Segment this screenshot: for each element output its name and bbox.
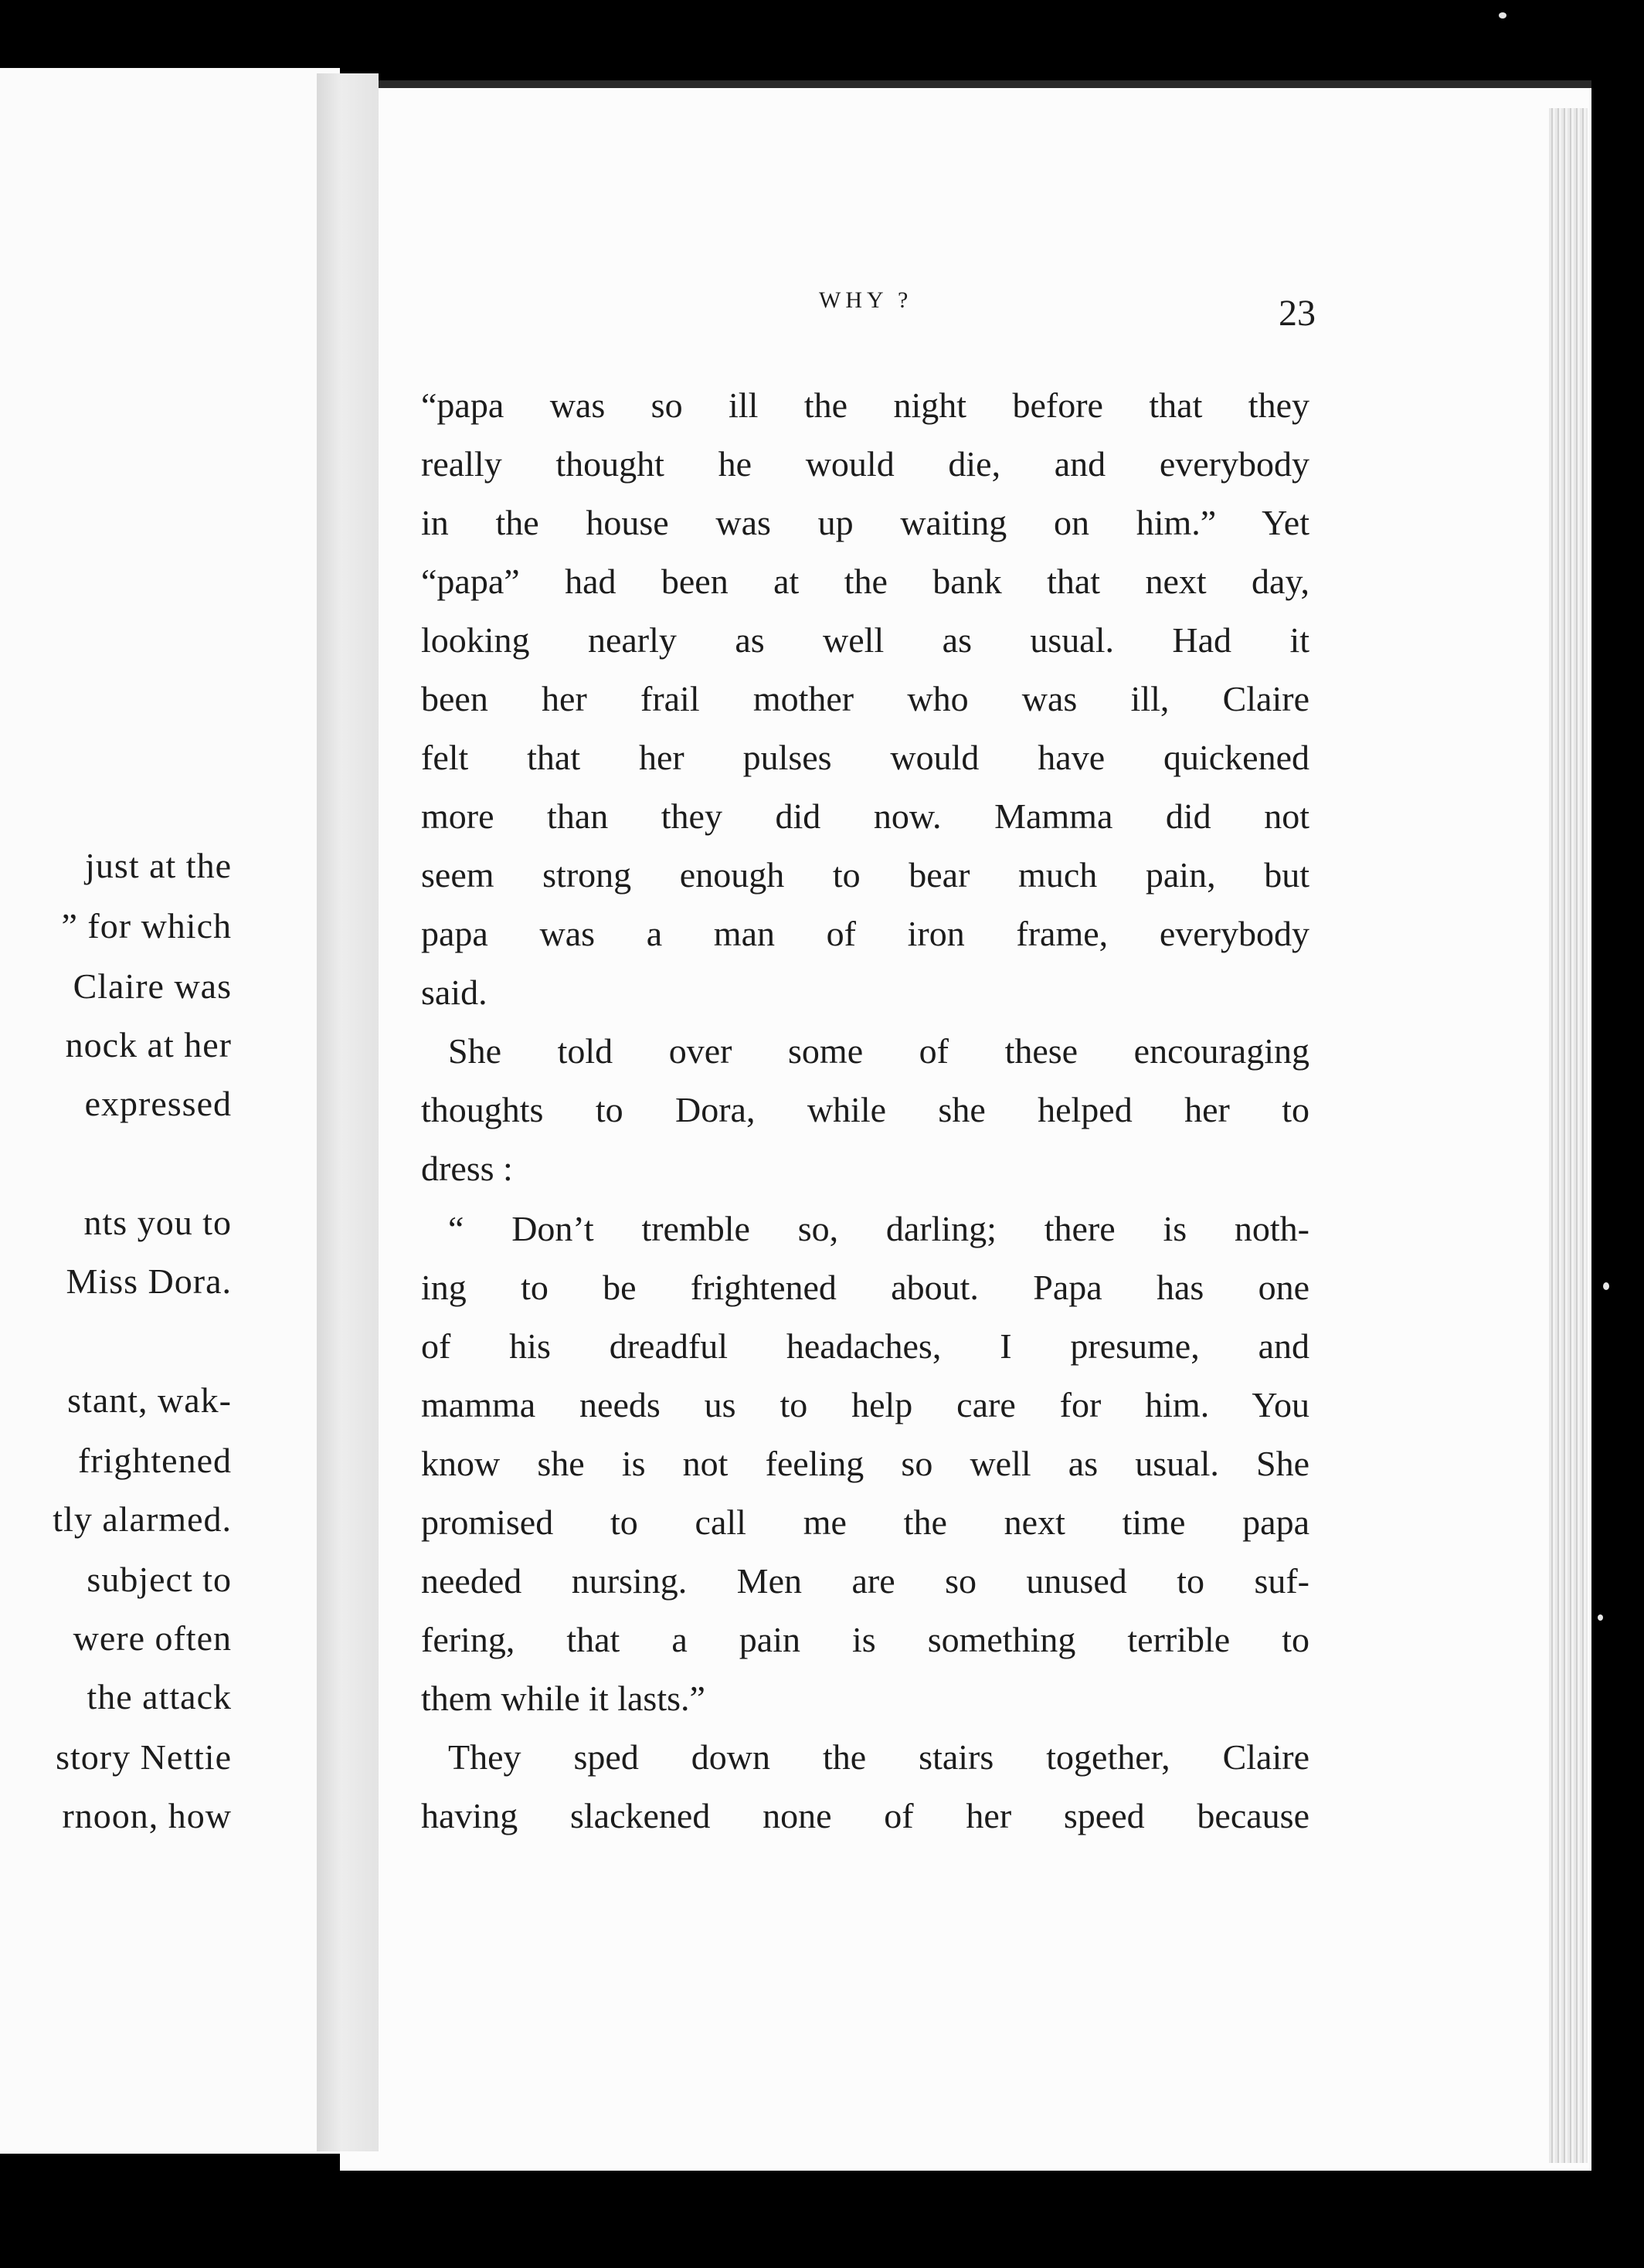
text-line: of his dreadful headaches, I presume, and <box>421 1326 1309 1366</box>
text-line: needed nursing. Men are so unused to suf- <box>421 1561 1309 1601</box>
text-line: promised to call me the next time papa <box>421 1502 1309 1542</box>
book-board-edge <box>340 80 1591 88</box>
left-fragment: story Nettie <box>56 1737 232 1777</box>
dust-speck <box>1499 12 1506 19</box>
left-fragment: were often <box>73 1618 232 1658</box>
page-edges <box>1549 108 1588 2163</box>
text-line: said. <box>421 973 487 1012</box>
left-fragment: subject to <box>87 1560 232 1599</box>
text-line: “ Don’t tremble so, darling; there is noth- <box>448 1209 1309 1248</box>
text-line: She told over some of these encouraging <box>448 1031 1309 1071</box>
left-fragment: frightened <box>77 1441 232 1480</box>
left-fragment: tly alarmed. <box>53 1499 232 1539</box>
left-fragment: nts you to <box>83 1203 232 1242</box>
left-fragment: stant, wak- <box>67 1380 232 1420</box>
text-line: “papa” had been at the bank that next day, <box>421 562 1309 601</box>
running-head: WHY ? <box>819 287 913 313</box>
text-line: them while it lasts.” <box>421 1679 705 1718</box>
text-line: felt that her pulses would have quickened <box>421 738 1309 777</box>
text-line: more than they did now. Mamma did not <box>421 796 1309 836</box>
text-line: really thought he would die, and everybody <box>421 444 1309 484</box>
dust-speck <box>1603 1282 1609 1290</box>
left-page <box>0 68 340 2154</box>
left-fragment: Miss Dora. <box>66 1261 232 1301</box>
left-fragment: ” for which <box>61 906 232 946</box>
text-line: “papa was so ill the night before that they <box>421 385 1309 425</box>
left-fragment: just at the <box>85 846 232 885</box>
text-line: They sped down the stairs together, Claire <box>448 1737 1309 1777</box>
text-line: looking nearly as well as usual. Had it <box>421 620 1309 660</box>
text-line: seem strong enough to bear much pain, but <box>421 855 1309 895</box>
left-fragment: the attack <box>87 1677 232 1716</box>
gutter-shadow <box>317 73 379 2151</box>
text-line: fering, that a pain is something terrible to <box>421 1620 1309 1659</box>
left-fragment: nock at her <box>65 1025 232 1064</box>
text-line: been her frail mother who was ill, Claire <box>421 679 1309 718</box>
text-line: dress : <box>421 1149 513 1188</box>
left-fragment: rnoon, how <box>62 1796 232 1835</box>
text-line: papa was a man of iron frame, everybody <box>421 914 1309 953</box>
text-line: know she is not feeling so well as usual. She <box>421 1444 1309 1483</box>
text-line: thoughts to Dora, while she helped her to <box>421 1090 1309 1129</box>
dust-speck <box>1598 1614 1603 1621</box>
page-number: 23 <box>1279 293 1316 334</box>
left-fragment: expressed <box>84 1084 232 1123</box>
text-line: in the house was up waiting on him.” Yet <box>421 503 1309 542</box>
text-line: having slackened none of her speed because <box>421 1796 1309 1835</box>
text-line: mamma needs us to help care for him. You <box>421 1385 1309 1424</box>
left-fragment: Claire was <box>73 966 232 1006</box>
text-line: ing to be frightened about. Papa has one <box>421 1268 1309 1307</box>
